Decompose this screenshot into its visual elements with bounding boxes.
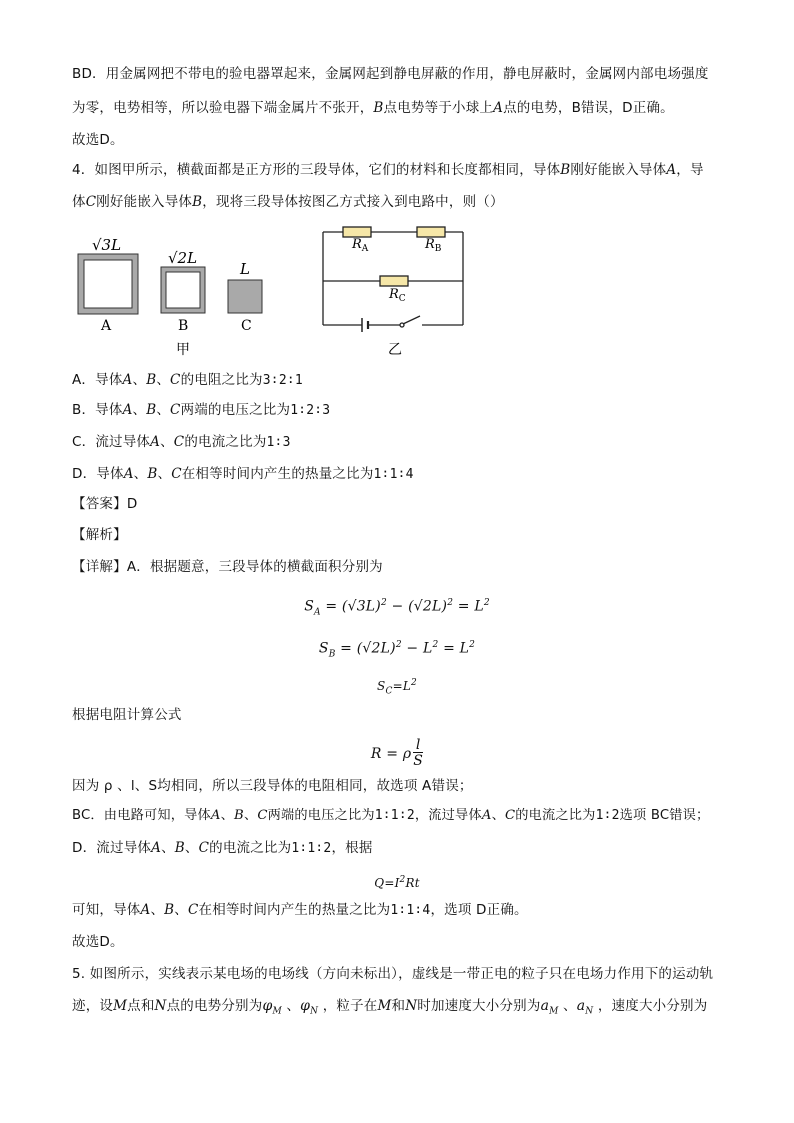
dim-label-b: √2L bbox=[168, 249, 198, 267]
q3-bd-line-1: BD．用金属网把不带电的验电器罩起来，金属网起到静电屏蔽的作用，静电屏蔽时，金属网内部电场强度 bbox=[72, 66, 709, 82]
q4-stem-line-1: 4．如图甲所示，横截面都是正方形的三段导体，它们的材料和长度都相同，导体B刚好能嵌入导体A，导 bbox=[72, 162, 704, 178]
equation-sc: $S_C=L^2$ bbox=[377, 678, 417, 697]
equation-sb: $S_B = (√2L)^2 - L^2 = L^2$ bbox=[318, 640, 476, 660]
conductor-a-diagram bbox=[78, 254, 138, 314]
q5-line-1: 5. 如图所示，实线表示某电场的电场线（方向未标出），虚线是一带正电的粒子只在电场力作用下的运动轨 bbox=[72, 966, 714, 982]
k-line: 可知，导体A、B、C在相等时间内产生的热量之比为1∶1∶4，选项 D正确。 bbox=[72, 902, 528, 918]
q4-stem-line-2: 体C刚好能嵌入导体B，现将三段导体按图乙方式接入到电路中，则（） bbox=[72, 194, 504, 210]
resistor-label-rc: $R_C$ bbox=[389, 287, 406, 304]
formula-intro: 根据电阻计算公式 bbox=[72, 707, 182, 723]
circuit-diagram bbox=[323, 227, 463, 332]
resistor-label-ra: $R_A$ bbox=[352, 237, 369, 254]
answer-line: 【答案】D bbox=[72, 496, 138, 512]
equation-sa: $S_A = (√3L)^2 - (√2L)^2 = L^2$ bbox=[304, 598, 490, 618]
option-a: A．导体A、B、C的电阻之比为3∶2∶1 bbox=[72, 372, 303, 388]
dim-label-a: √3L bbox=[92, 236, 122, 254]
conductor-c-diagram bbox=[228, 280, 262, 313]
option-c: C．流过导体A、C的电流之比为1∶3 bbox=[72, 434, 291, 450]
dim-label-c: L bbox=[240, 260, 250, 278]
resistor-label-rb: $R_B$ bbox=[425, 237, 442, 254]
q3-bd-line-2: 为零，电势相等，所以验电器下端金属片不张开，B点电势等于小球上A点的电势，B错误，D正确。 bbox=[72, 100, 674, 116]
because-line: 因为 ρ 、l、S均相同，所以三段导体的电阻相同，故选项 A错误； bbox=[72, 778, 473, 794]
detail-intro: 【详解】A．根据题意，三段导体的横截面积分别为 bbox=[72, 559, 383, 575]
q5-line-2: 迹，设M点和N点的电势分别为$\varphi_M$ 、$\varphi_N$ ，粒子在M和N时加速度大小分别为$a_M$ 、$a_N$ ，速度大小分别为 bbox=[72, 998, 708, 1017]
equation-heat: $Q=I^2Rt$ bbox=[374, 875, 420, 890]
q3-conclusion: 故选D。 bbox=[72, 132, 124, 148]
option-d: D．导体A、B、C在相等时间内产生的热量之比为1∶1∶4 bbox=[72, 466, 414, 482]
figure-caption-yi: 乙 bbox=[388, 342, 402, 358]
option-b: B．导体A、B、C两端的电压之比为1∶2∶3 bbox=[72, 402, 331, 418]
conductor-label-b: B bbox=[178, 318, 189, 334]
conductor-label-c: C bbox=[241, 318, 252, 334]
figure-caption-jia: 甲 bbox=[176, 342, 190, 358]
conductor-b-diagram bbox=[161, 267, 205, 313]
d-line: D．流过导体A、B、C的电流之比为1∶1∶2，根据 bbox=[72, 840, 373, 856]
analysis-tag: 【解析】 bbox=[72, 527, 127, 543]
equation-resistance: R = ρ $\frac{l}{S}$ bbox=[370, 737, 424, 769]
q4-conclusion: 故选D。 bbox=[72, 934, 124, 950]
conductor-label-a: A bbox=[101, 318, 112, 334]
bc-line: BC．由电路可知，导体A、B、C两端的电压之比为1∶1∶2，流过导体A、C的电流之比为1∶2选项 BC错误； bbox=[72, 808, 710, 823]
